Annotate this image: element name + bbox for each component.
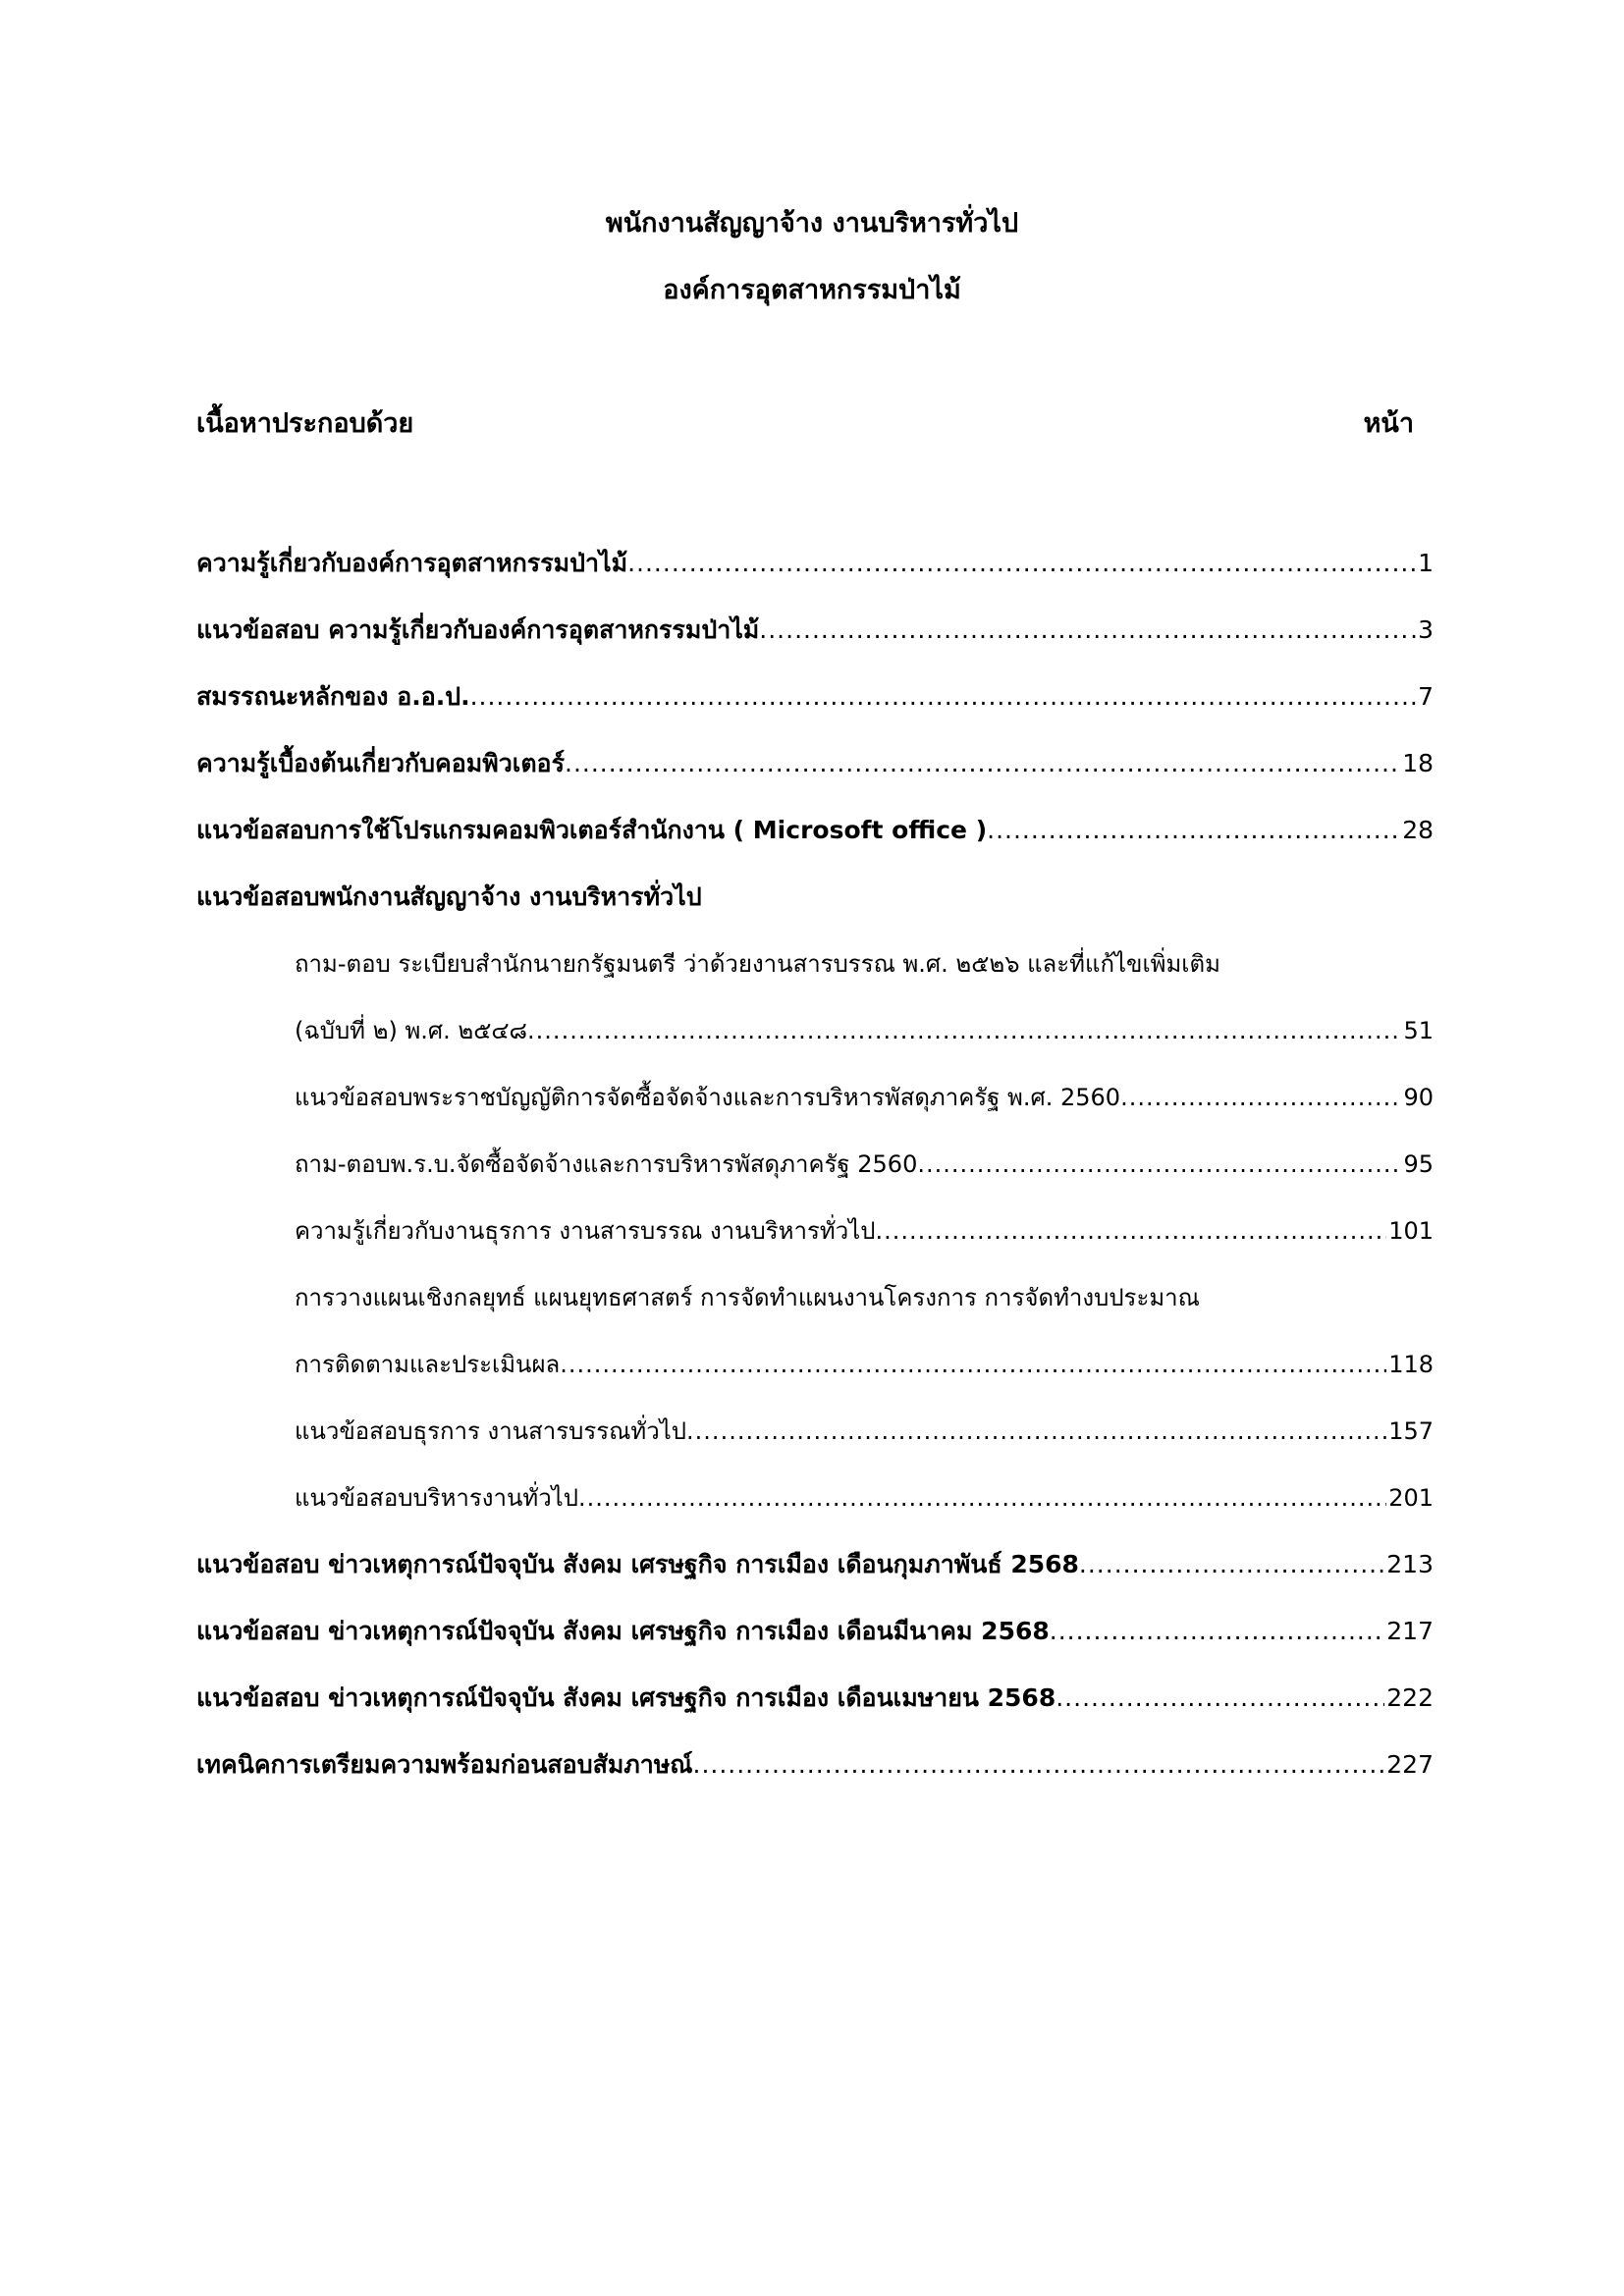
toc-subentry — [196, 1131, 1434, 1198]
toc-entry-label: ความรู้เกี่ยวกับองค์การอุตสาหกรรมป่าไม้ — [196, 549, 628, 577]
toc-entry — [196, 730, 1434, 797]
toc-entry-label: แนวข้อสอบพนักงานสัญญาจ้าง งานบริหารทั่วไป — [196, 882, 702, 911]
toc-header — [196, 404, 1414, 444]
toc-entry-page: 201 — [1388, 1484, 1434, 1512]
document-subtitle: องค์การอุตสาหกรรมป่าไม้ — [663, 275, 961, 305]
toc-entry-page: 18 — [1402, 749, 1434, 777]
toc-entry-label: สมรรถนะหลักของ อ.อ.ป. — [196, 682, 470, 711]
toc-entry-page: 95 — [1403, 1150, 1434, 1178]
contents-label: เนื้อหาประกอบด้วย — [196, 408, 414, 439]
toc-entry-page: 90 — [1403, 1084, 1434, 1111]
toc-leader-dots — [917, 1131, 1401, 1198]
toc-subentry — [196, 1064, 1434, 1131]
toc-subentry — [196, 1398, 1434, 1465]
toc-entry-label: แนวข้อสอบบริหารงานทั่วไป — [295, 1484, 578, 1512]
toc-entry-label: แนวข้อสอบพระราชบัญญัติการจัดซื้อจัดจ้างและการบริหารพัสดุภาครัฐ พ.ศ. 2560 — [295, 1084, 1121, 1111]
toc-entry-label: การวางแผนเชิงกลยุทธ์ แผนยุทธศาสตร์ การจัดทำแผนงานโครงการ การจัดทำงบประมาณ — [295, 1284, 1200, 1311]
toc-entry-label: แนวข้อสอบธุรการ งานสารบรรณทั่วไป — [295, 1417, 687, 1445]
toc-leader-dots — [470, 664, 1417, 730]
toc-entry-label: ความรู้เบื้องต้นเกี่ยวกับคอมพิวเตอร์ — [196, 749, 565, 777]
page-column-label: หน้า — [1363, 408, 1414, 439]
toc-entry-label: (ฉบับที่ ๒) พ.ศ. ๒๕๔๘ — [295, 1017, 528, 1044]
toc-entry-label: เทคนิคการเตรียมความพร้อมก่อนสอบสัมภาษณ์ — [196, 1750, 693, 1779]
toc-leader-dots — [560, 1331, 1386, 1398]
toc-subentry — [196, 1198, 1434, 1264]
toc-leader-dots — [565, 730, 1400, 797]
toc-entry-label: แนวข้อสอบ ข่าวเหตุการณ์ปัจจุบัน สังคม เศรษฐกิจ การเมือง เดือนเมษายน 2568 — [196, 1683, 1056, 1712]
toc-entry — [196, 1732, 1434, 1798]
toc-entry-page: 101 — [1388, 1217, 1434, 1245]
toc-leader-dots — [1120, 1064, 1401, 1131]
toc-entry-label: ความรู้เกี่ยวกับงานธุรการ งานสารบรรณ งานบริหารทั่วไป — [295, 1217, 876, 1245]
toc-entry-page: 213 — [1386, 1550, 1434, 1578]
toc-leader-dots — [987, 797, 1400, 864]
toc-leader-dots — [759, 597, 1408, 664]
toc-leader-dots — [1056, 1665, 1384, 1732]
table-of-contents — [196, 530, 1434, 1798]
toc-entry-label: ถาม-ตอบ ระเบียบสำนักนายกรัฐมนตรี ว่าด้วยงานสารบรรณ พ.ศ. ๒๕๒๖ และที่แก้ไขเพิ่มเติม — [295, 950, 1220, 978]
toc-entry-page: 222 — [1386, 1683, 1434, 1712]
toc-entry — [196, 664, 1434, 730]
toc-leader-dots — [693, 1732, 1385, 1798]
toc-entry — [196, 797, 1434, 864]
toc-entry-page: 157 — [1388, 1417, 1434, 1445]
toc-entry-page: 227 — [1386, 1750, 1434, 1779]
toc-entry-page: 1 — [1418, 549, 1434, 577]
toc-entry-label: แนวข้อสอบการใช้โปรแกรมคอมพิวเตอร์สำนักงาน ( Microsoft office ) — [196, 816, 988, 844]
toc-entry-label: ถาม-ตอบพ.ร.บ.จัดซื้อจัดจ้างและการบริหารพัสดุภาครัฐ 2560 — [295, 1150, 918, 1178]
toc-entry-label: แนวข้อสอบ ข่าวเหตุการณ์ปัจจุบัน สังคม เศรษฐกิจ การเมือง เดือนมีนาคม 2568 — [196, 1617, 1050, 1645]
toc-entry-page: .3 — [1410, 615, 1434, 644]
toc-subentry — [196, 1465, 1434, 1531]
toc-entry-page: 51 — [1403, 1017, 1434, 1044]
toc-entry-label: การติดตามและประเมินผล — [295, 1351, 561, 1378]
toc-leader-dots — [1050, 1598, 1385, 1665]
toc-entry-label: แนวข้อสอบ ข่าวเหตุการณ์ปัจจุบัน สังคม เศรษฐกิจ การเมือง เดือนกุมภาพันธ์ 2568 — [196, 1550, 1079, 1578]
toc-entry — [196, 1531, 1434, 1598]
toc-leader-dots — [875, 1198, 1386, 1264]
toc-entry-page: 118 — [1388, 1351, 1434, 1378]
toc-entry-page: 7 — [1418, 682, 1434, 711]
toc-leader-dots — [578, 1465, 1386, 1531]
toc-entry — [196, 1598, 1434, 1665]
toc-leader-dots — [627, 530, 1416, 597]
toc-subentry — [196, 997, 1434, 1064]
toc-subentry — [196, 1331, 1434, 1398]
toc-leader-dots — [686, 1398, 1386, 1465]
toc-entry — [196, 530, 1434, 597]
toc-entry-label: แนวข้อสอบ ความรู้เกี่ยวกับองค์การอุตสาหกรรมป่าไม้ — [196, 615, 760, 644]
toc-leader-dots — [1079, 1531, 1384, 1598]
toc-entry — [196, 1665, 1434, 1732]
toc-entry-page: 217 — [1386, 1617, 1434, 1645]
toc-section-heading — [196, 864, 1434, 931]
toc-leader-dots — [527, 997, 1401, 1064]
toc-entry-page: 28 — [1402, 816, 1434, 844]
toc-subentry — [196, 931, 1434, 997]
toc-entry — [196, 597, 1434, 664]
toc-subentry — [196, 1264, 1434, 1331]
document-title: พนักงานสัญญาจ้าง งานบริหารทั่วไป — [605, 208, 1019, 239]
